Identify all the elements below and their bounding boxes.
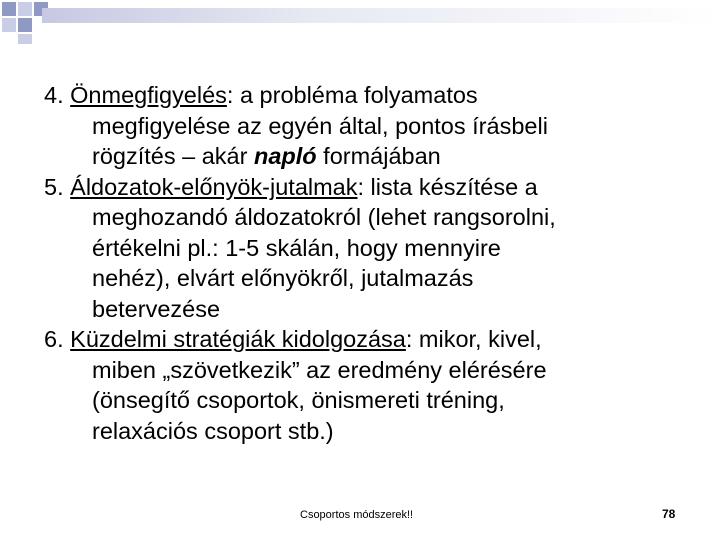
item-first-line (44, 172, 704, 203)
list-item-5 (44, 172, 704, 325)
item-text: formájában (316, 143, 441, 169)
emphasized-word: napló (253, 143, 317, 169)
decorative-header-bar (42, 8, 720, 23)
item-text: : mikor, kivel, (405, 326, 542, 352)
item-line: értékelni pl.: 1-5 skálán, hogy mennyire (92, 234, 501, 261)
item-title: Áldozatok-előnyök-jutalmak (70, 173, 358, 200)
footer-text: Csoportos módszerek!! (300, 509, 414, 521)
item-line: megfigyelése az egyén által, pontos írásbeli (92, 112, 548, 139)
item-line: (önsegítő csoportok, önismereti tréning, (92, 387, 505, 413)
item-line: nehéz), elvárt előnyökről, jutalmazás (92, 265, 474, 291)
item-first-line (44, 80, 704, 111)
item-text: rögzítés – akár (92, 143, 254, 169)
item-number: 4. (44, 82, 64, 108)
page-number: 78 (662, 507, 676, 521)
item-line: meghozandó áldozatokról (lehet rangsorolni, (92, 204, 556, 230)
item-line (44, 141, 704, 172)
item-number: 6. (44, 326, 64, 352)
deco-square (18, 18, 32, 32)
item-number: 5. (44, 173, 64, 200)
item-line: miben „szövetkezik” az eredmény elérésére (92, 356, 547, 383)
slide-body (44, 80, 704, 446)
item-title: Küzdelmi stratégiák kidolgozása (70, 326, 406, 352)
list-item-4 (44, 80, 704, 172)
item-line: relaxációs csoport stb.) (92, 417, 334, 444)
deco-square (2, 2, 16, 16)
item-text: : lista készítése a (357, 173, 538, 200)
list-item-6 (44, 324, 704, 446)
item-text: : a probléma folyamatos (226, 82, 478, 108)
deco-square (18, 34, 32, 44)
deco-square (18, 2, 32, 16)
item-title: Önmegfigyelés (70, 82, 227, 108)
item-first-line (44, 324, 704, 355)
deco-square (2, 18, 16, 32)
item-line: betervezése (92, 295, 221, 322)
